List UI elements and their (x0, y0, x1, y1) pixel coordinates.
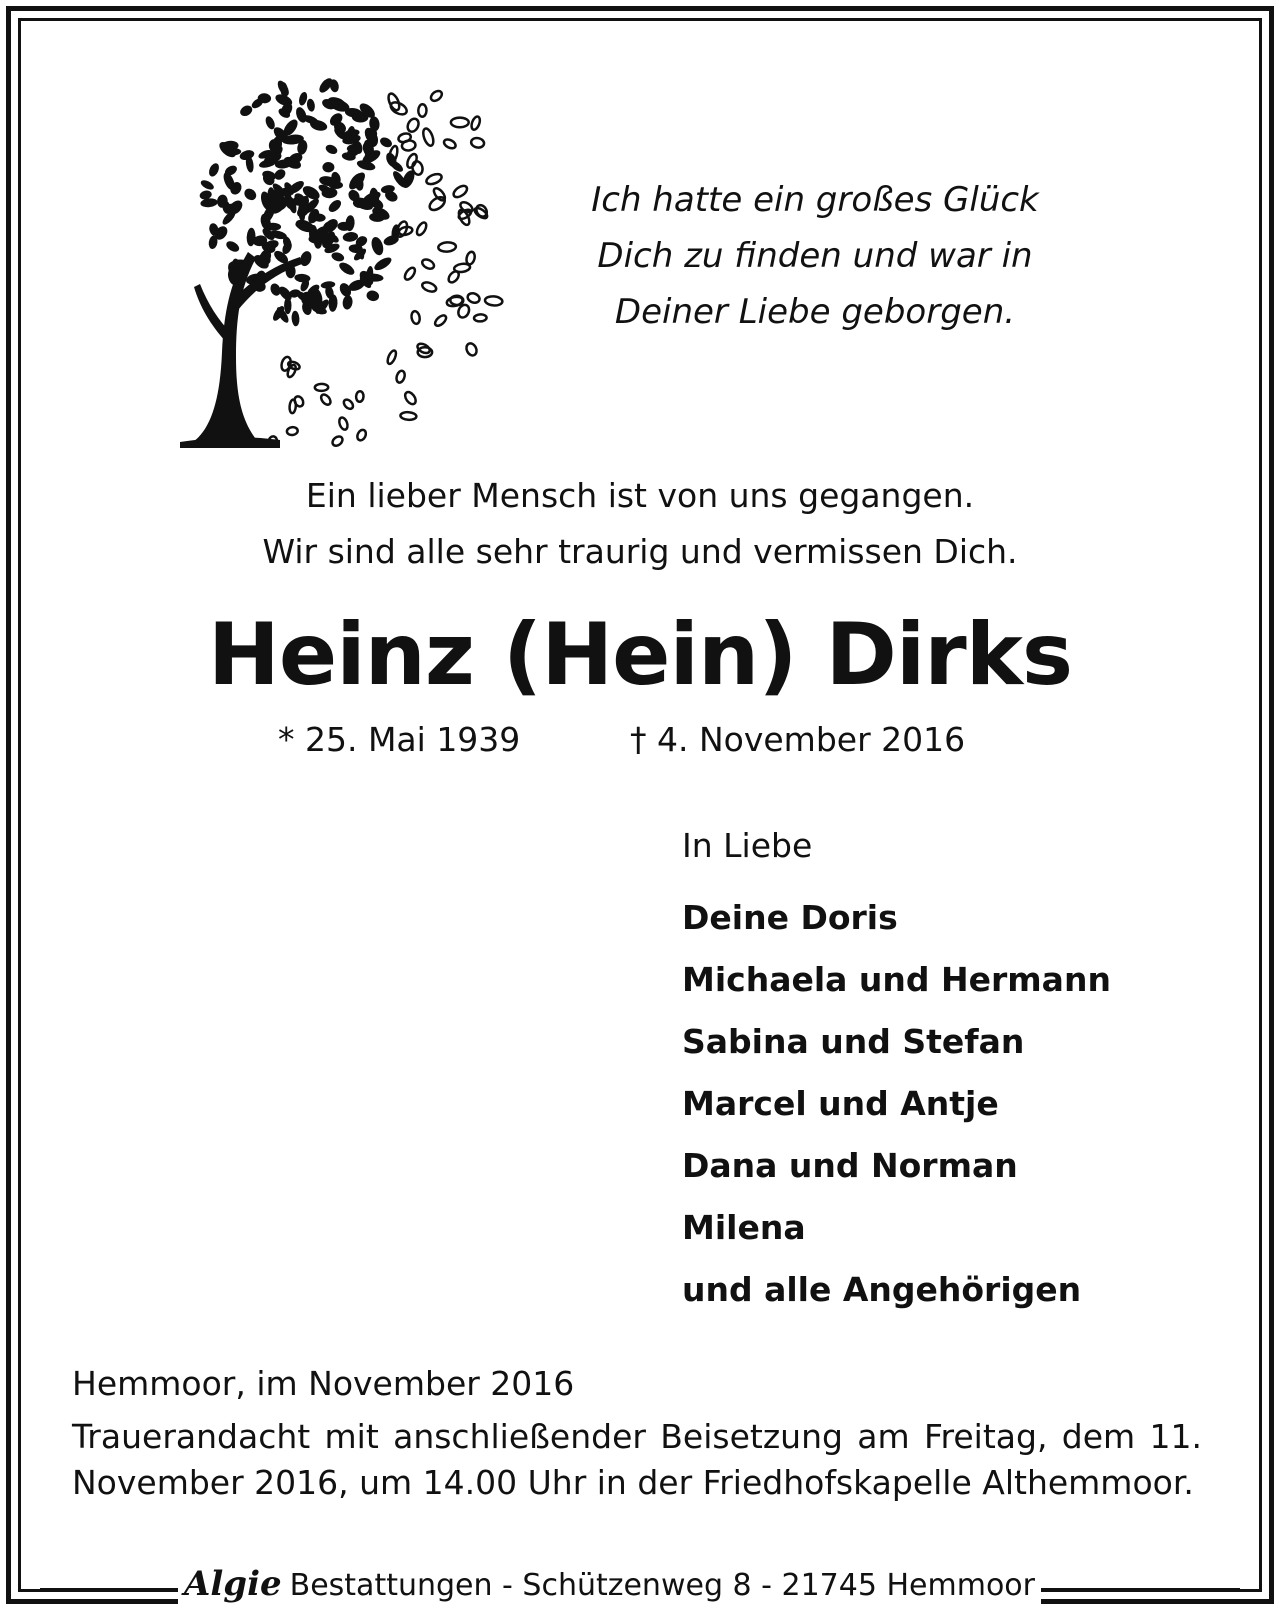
leaf-shape (400, 412, 416, 421)
leaf-shape (331, 435, 345, 448)
death-date: † 4. November 2016 (630, 720, 966, 759)
leaf-shape (452, 184, 469, 200)
leaf-shape (289, 399, 296, 413)
leaf-shape (291, 310, 300, 326)
list-item: und alle Angehörigen (682, 1270, 1082, 1309)
leaf-shape (330, 251, 345, 263)
leaf-shape (465, 342, 479, 357)
intro-text (0, 468, 1280, 580)
place-date: Hemmoor, im November 2016 (72, 1364, 575, 1403)
leaf-shape (356, 391, 364, 402)
leaf-shape (421, 281, 437, 294)
poem-line: Dich zu finden und war in (597, 236, 1033, 276)
leaf-shape (224, 239, 241, 254)
intro-line: Wir sind alle sehr traurig und vermissen Dich. (262, 532, 1018, 571)
poem (540, 172, 1090, 340)
leaf-shape (306, 98, 316, 112)
leaf-shape (485, 296, 503, 306)
leaf-shape (324, 143, 339, 156)
leaf-shape (315, 384, 329, 391)
leaf-shape (403, 266, 417, 281)
funeral-home-address: Bestattungen - Schützenweg 8 - 21745 Hemmoor (289, 1568, 1035, 1603)
leaf-shape (415, 221, 428, 237)
leaf-shape (470, 137, 485, 149)
leaf-shape (286, 427, 298, 436)
leaf-shape (454, 263, 471, 273)
leaf-shape (470, 115, 481, 130)
list-item: Michaela und Hermann (682, 960, 1111, 999)
leaf-shape (395, 370, 406, 384)
leaf-shape (207, 162, 221, 178)
leaf-shape (342, 295, 353, 310)
leaf-shape (366, 289, 380, 302)
leaf-shape (199, 178, 215, 191)
leaf-shape (326, 198, 343, 215)
mourners-intro: In Liebe (682, 826, 813, 865)
leaf-shape (406, 117, 421, 134)
leaf-shape (397, 132, 411, 144)
leaf-shape (319, 393, 332, 407)
windblown-tree-icon (160, 52, 510, 452)
leaf-shape (372, 255, 393, 273)
leaf-shape (337, 260, 356, 277)
leaf-shape (322, 162, 334, 173)
leaf-shape (369, 236, 385, 257)
leaf-shape (410, 310, 420, 324)
birth-date: * 25. Mai 1939 (278, 720, 521, 759)
footer-line (178, 1562, 1041, 1608)
list-item: Marcel und Antje (682, 1084, 999, 1123)
list-item: Milena (682, 1208, 806, 1247)
list-item: Sabina und Stefan (682, 1022, 1025, 1061)
deceased-name: Heinz (Hein) Dirks (207, 605, 1073, 705)
leaf-shape (443, 138, 457, 150)
leaf-shape (429, 89, 444, 103)
list-item: Dana und Norman (682, 1146, 1018, 1185)
leaf-shape (386, 349, 398, 365)
leaf-shape (298, 250, 313, 268)
leaf-shape (466, 292, 481, 305)
intro-line: Ein lieber Mensch ist von uns gegangen. (305, 476, 975, 515)
mourners-list (682, 887, 1111, 1321)
leaf-shape (433, 314, 448, 328)
poem-line: Deiner Liebe geborgen. (614, 292, 1016, 332)
funeral-home-logo: Algie (184, 1564, 282, 1604)
service-details: Trauerandacht mit anschließender Beisetzung am Freitag, dem 11. November 2016, um 14.00 Uhr in der Friedhofskapelle Althemmoor. (72, 1417, 1202, 1502)
poem-line: Ich hatte ein großes Glück (591, 180, 1039, 220)
leaf-shape (451, 118, 469, 128)
leaf-shape (338, 416, 349, 430)
leaf-shape (356, 428, 368, 441)
leaf-shape (280, 356, 292, 372)
leaf-shape (378, 136, 393, 150)
leaf-shape (242, 186, 258, 202)
footer (40, 1562, 1240, 1610)
leaf-shape (388, 145, 399, 164)
list-item: Deine Doris (682, 898, 898, 937)
leaf-shape (421, 127, 435, 147)
leaf-shape (438, 242, 456, 252)
leaf-shape (342, 398, 355, 411)
leaf-shape (421, 258, 436, 271)
leaf-shape (474, 314, 487, 322)
leaf-shape (425, 172, 443, 186)
leaf-shape (403, 390, 418, 406)
leaf-shape (418, 104, 427, 117)
